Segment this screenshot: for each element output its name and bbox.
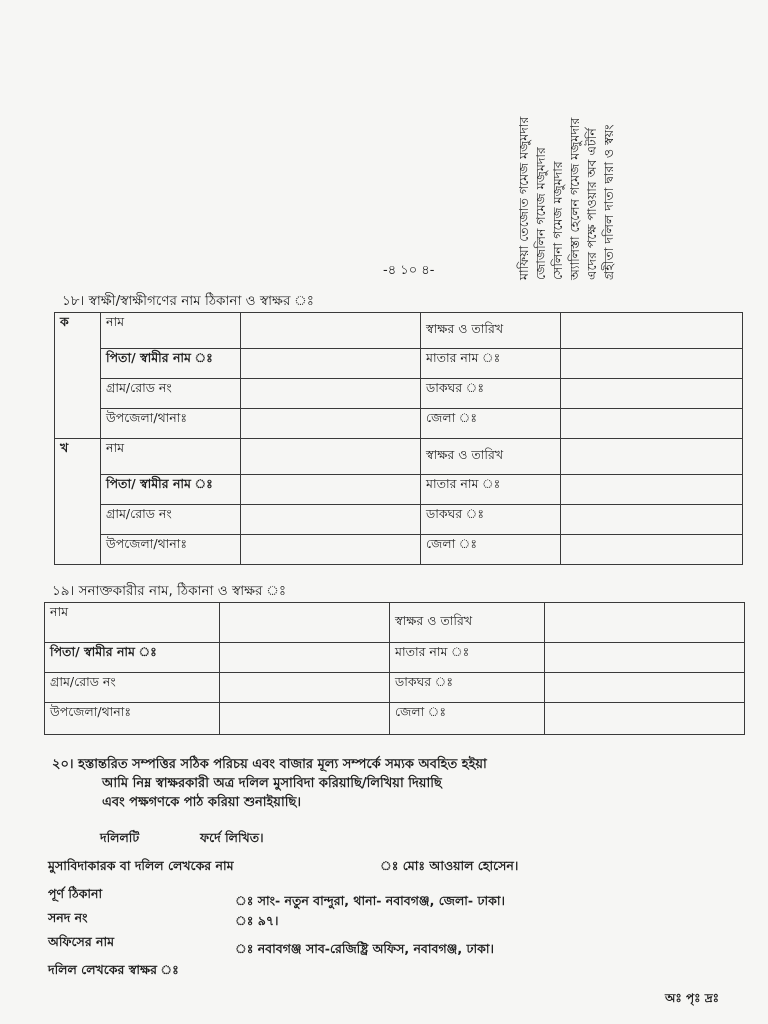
- writer-signature-label: দলিল লেখকের স্বাক্ষর ঃ: [48, 962, 179, 977]
- post-field[interactable]: [545, 673, 745, 703]
- district-label: জেলা ঃ: [421, 535, 561, 565]
- note-line: এদের পক্ষে পাওয়ার অব এটর্নি: [584, 128, 599, 280]
- village-field[interactable]: [241, 379, 421, 409]
- district-label: জেলা ঃ: [390, 703, 545, 735]
- name-label: নাম: [101, 439, 241, 475]
- upazila-field[interactable]: [241, 535, 421, 565]
- district-field[interactable]: [545, 703, 745, 735]
- deed-label: দলিলটি: [100, 830, 140, 845]
- witness-group-mark: ক: [55, 313, 101, 439]
- father-label: পিতা/ স্বামীর নাম ঃ: [101, 475, 241, 505]
- father-label: পিতা/ স্বামীর নাম ঃ: [101, 349, 241, 379]
- father-label: পিতা/ স্বামীর নাম ঃ: [45, 643, 220, 673]
- declaration-line: ২০। হস্তান্তরিত সম্পত্তির সঠিক পরিচয় এবং বাজার মূল্য সম্পর্কে সম্যক অবহিত হইয়া: [52, 757, 487, 772]
- section-18-title: ১৮। স্বাক্ষী/স্বাক্ষীগণের নাম ঠিকানা ও স্বাক্ষর ঃ: [62, 293, 314, 309]
- section-20-declaration: [52, 755, 762, 812]
- declaration-line: এবং পক্ষগণকে পাঠ করিয়া শুনাইয়াছি।: [102, 795, 301, 810]
- witness-group-mark: খ: [55, 439, 101, 565]
- upazila-label: উপজেলা/থানাঃ: [101, 409, 241, 439]
- office-label: অফিসের নাম: [48, 934, 115, 949]
- note-line: গ্রহীতা দলিল দাতা দ্বারা ও স্বয়ং: [601, 124, 616, 280]
- continued-overleaf: অঃ পৃঃ দ্রঃ: [665, 991, 720, 1005]
- name-label: নাম: [101, 313, 241, 349]
- sign-date-field[interactable]: [561, 439, 743, 475]
- mother-label: মাতার নাম ঃ: [390, 643, 545, 673]
- name-label: নাম: [45, 603, 220, 643]
- sign-date-label: স্বাক্ষর ও তারিখ: [421, 439, 561, 475]
- sign-date-label: স্বাক্ষর ও তারিখ: [421, 313, 561, 349]
- post-field[interactable]: [561, 505, 743, 535]
- deed-value: ফর্দে লিখিত।: [200, 830, 264, 845]
- mother-field[interactable]: [561, 349, 743, 379]
- name-field[interactable]: [241, 439, 421, 475]
- writer-label: মুসাবিদাকারক বা দলিল লেখকের নাম: [48, 858, 234, 873]
- upazila-field[interactable]: [241, 409, 421, 439]
- mother-label: মাতার নাম ঃ: [421, 475, 561, 505]
- district-field[interactable]: [561, 535, 743, 565]
- village-field[interactable]: [241, 505, 421, 535]
- post-field[interactable]: [561, 379, 743, 409]
- rotated-margin-note: [515, 10, 617, 280]
- note-line: মাফিয়া তেজোত গমেজ মজুমদার: [516, 116, 531, 280]
- village-field[interactable]: [220, 673, 390, 703]
- address-label: পূর্ণ ঠিকানা: [48, 886, 103, 901]
- declaration-line: আমি নিম্ন স্বাক্ষরকারী অত্র দলিল মুসাবিদা করিয়াছি/লিখিয়া দিয়াছি: [102, 776, 442, 791]
- note-line: অ্যালিস্তা হেলেন গমেজ মজুমদার: [567, 117, 582, 280]
- upazila-label: উপজেলা/থানাঃ: [101, 535, 241, 565]
- name-field[interactable]: [220, 603, 390, 643]
- upazila-field[interactable]: [220, 703, 390, 735]
- witness-table: [54, 312, 743, 565]
- section-19-title: ১৯। সনাক্তকারীর নাম, ঠিকানা ও স্বাক্ষর ঃ: [52, 583, 287, 599]
- father-field[interactable]: [220, 643, 390, 673]
- name-field[interactable]: [241, 313, 421, 349]
- sign-date-field[interactable]: [545, 603, 745, 643]
- post-label: ডাকঘর ঃ: [390, 673, 545, 703]
- license-label: সনদ নং: [48, 910, 88, 925]
- mother-field[interactable]: [545, 643, 745, 673]
- writer-value: ঃ মোঃ আওয়াল হোসেন।: [380, 858, 519, 873]
- district-label: জেলা ঃ: [421, 409, 561, 439]
- village-label: গ্রাম/রোড নং: [45, 673, 220, 703]
- father-field[interactable]: [241, 349, 421, 379]
- upazila-label: উপজেলা/থানাঃ: [45, 703, 220, 735]
- mother-field[interactable]: [561, 475, 743, 505]
- mother-label: মাতার নাম ঃ: [421, 349, 561, 379]
- post-label: ডাকঘর ঃ: [421, 379, 561, 409]
- sign-date-label: স্বাক্ষর ও তারিখ: [390, 603, 545, 643]
- village-label: গ্রাম/রোড নং: [101, 379, 241, 409]
- village-label: গ্রাম/রোড নং: [101, 505, 241, 535]
- note-line: জোজলিন গমেজ মজুমদার: [533, 147, 548, 280]
- father-field[interactable]: [241, 475, 421, 505]
- office-value: ঃ নবাবগঞ্জ সাব-রেজিষ্ট্রি অফিস, নবাবগঞ্জ, ঢাকা।: [235, 941, 494, 956]
- district-field[interactable]: [561, 409, 743, 439]
- page-number: -৪ ১০ ৪-: [383, 263, 435, 278]
- license-value: ঃ ৯৭।: [235, 913, 279, 928]
- post-label: ডাকঘর ঃ: [421, 505, 561, 535]
- note-line: সেলিনা গমেজ মজুমদার: [550, 161, 565, 280]
- sign-date-field[interactable]: [561, 313, 743, 349]
- address-value: ঃ সাং- নতুন বান্দুরা, থানা- নবাবগঞ্জ, জেলা- ঢাকা।: [235, 893, 505, 908]
- identifier-table: [44, 602, 745, 735]
